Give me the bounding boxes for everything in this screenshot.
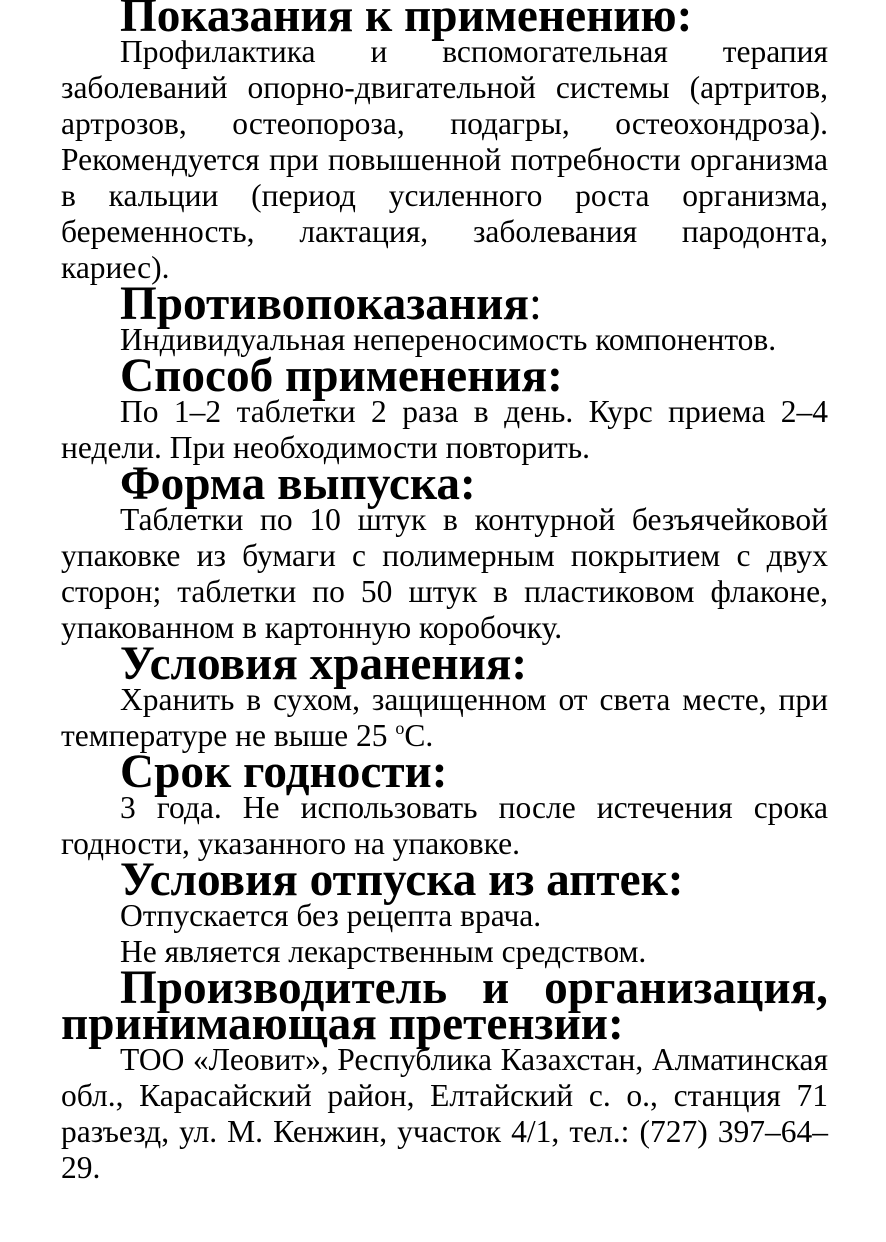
section-heading-dispensing: Условия отпуска из аптек: [120,854,684,906]
section-heading-contraindications [61,278,828,330]
degree-mark: о [395,718,405,738]
section-text-shelf-life: 3 года. Не использовать после истечения срока годности, указанного на упаковке. [61,790,828,861]
section-heading-contraindications-colon: : [528,278,543,330]
temperature-unit: С. [404,718,434,753]
section-heading-storage: Условия хранения: [120,638,528,690]
section-text-manufacturer: ТОО «Леовит», Республика Казахстан, Алматинская обл., Карасайский район, Елтайский с. о., станция 71 разъезд, ул. М. Кенжин, участок 4/1, тел.: (727) 397–64–29. [61,1042,828,1185]
section-heading-manufacturer: Производитель и организация, принимающая претензии: [61,962,828,1050]
section-text-contraindications: Индивидуальная непереносимость компонентов. [120,322,777,357]
section-heading-shelf-life: Срок годности: [120,746,448,798]
section-text-indications: Профилактика и вспомогательная терапия заболеваний опорно-двигательной системы (артритов, артрозов, остеопороза, подагры, остеохондроза). Рекомендуется при повышенной потребности организма в кальции (период усиленного роста организма, беременность, лактация, заболевания пародонта, кариес). [61,34,828,285]
section-text-release-form: Таблетки по 10 штук в контурной безъячейковой упаковке из бумаги с полимерным покрытием с двух сторон; таблетки по 50 штук в пластиковом флаконе, упакованном в картонную коробочку. [61,502,828,645]
storage-text: Хранить в сухом, защищенном от света месте, при температуре не выше 25 [61,682,828,753]
section-text-storage [61,682,828,754]
section-text-dispensing-1: Отпускается без рецепта врача. [120,898,542,933]
section-text-dosage: По 1–2 таблетки 2 раза в день. Курс приема 2–4 недели. При необходимости повторить. [61,394,828,465]
section-text-dispensing-2: Не является лекарственным средством. [120,934,647,969]
section-heading-contraindications-text: Противопоказания [120,278,529,330]
section-heading-dosage: Способ применения: [120,350,563,402]
section-heading-indications: Показания к применению: [120,0,693,42]
section-heading-release-form: Форма выпуска: [120,458,476,510]
document-page [61,0,828,1186]
